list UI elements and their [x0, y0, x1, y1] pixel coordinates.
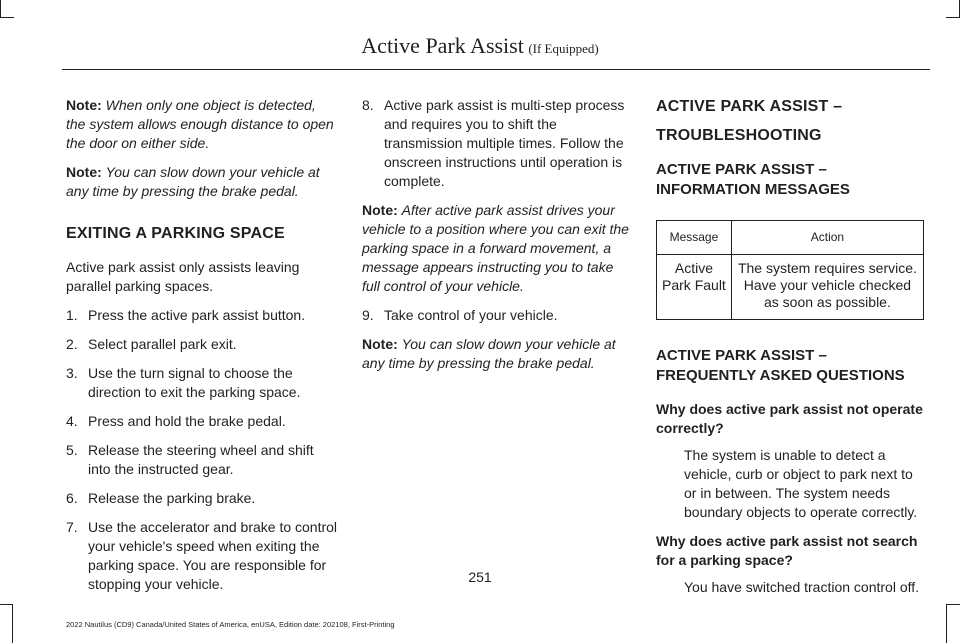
step-item	[66, 412, 338, 431]
step-item	[66, 364, 338, 402]
note-label: Note:	[362, 202, 398, 218]
messages-table	[656, 220, 924, 320]
crop-mark-top-left	[0, 0, 1, 18]
note-label: Note:	[66, 164, 102, 180]
step-number: 3.	[66, 365, 78, 381]
subsection-heading: ACTIVE PARK ASSIST – FREQUENTLY ASKED QUESTIONS	[656, 347, 905, 384]
step-text: Select parallel park exit.	[88, 336, 237, 352]
note	[66, 96, 338, 153]
crop-mark-top-right-h	[946, 17, 960, 18]
header-rule	[62, 69, 930, 70]
step-item	[66, 306, 338, 325]
step-text: Use the turn signal to choose the direction to exit the parking space.	[88, 365, 301, 400]
column-middle	[362, 96, 632, 383]
step-number: 4.	[66, 413, 78, 429]
step-number: 1.	[66, 307, 78, 323]
table-row	[657, 255, 924, 320]
step-number: 9.	[362, 307, 374, 323]
note-text: You can slow down your vehicle at any time by pressing the brake pedal.	[66, 164, 320, 199]
page-title-suffix: (If Equipped)	[528, 41, 599, 56]
note	[362, 335, 632, 373]
footer-edition-text: 2022 Nautilus (CD9) Canada/United States of America, enUSA, Edition date: 202108, First-Printing	[66, 620, 395, 629]
crop-mark-top-left-h	[0, 17, 14, 18]
step-item	[362, 96, 632, 191]
step-number: 6.	[66, 490, 78, 506]
step-text: Press the active park assist button.	[88, 307, 306, 323]
crop-mark-bottom-right	[946, 604, 947, 643]
subsection-heading: ACTIVE PARK ASSIST – INFORMATION MESSAGES	[656, 161, 850, 198]
step-number: 7.	[66, 519, 78, 535]
step-number: 8.	[362, 97, 374, 113]
step-number: 5.	[66, 442, 78, 458]
section-intro: Active park assist only assists leaving parallel parking spaces.	[66, 259, 300, 294]
faq-answer: You have switched traction control off.	[684, 579, 920, 595]
note-label: Note:	[66, 97, 102, 113]
step-item	[66, 335, 338, 354]
page-header	[0, 33, 960, 59]
steps-list	[362, 306, 632, 325]
step-text: Use the accelerator and brake to control your vehicle's speed when exiting the parking space. You are responsible for stopping your vehicle.	[88, 519, 338, 592]
step-text: Press and hold the brake pedal.	[88, 413, 286, 429]
table-cell-message: Active Park Fault	[657, 255, 732, 320]
table-cell-action: The system requires service. Have your vehicle checked as soon as possible.	[731, 255, 923, 320]
step-text: Release the parking brake.	[88, 490, 256, 506]
steps-list	[66, 306, 338, 594]
step-number: 2.	[66, 336, 78, 352]
crop-mark-bottom-left	[12, 604, 13, 643]
note-text: After active park assist drives your vehicle to a position where you can exit the parking space in a forward movement, a message appears instructing you to take full control of your vehicle.	[362, 202, 629, 294]
step-text: Take control of your vehicle.	[384, 307, 558, 323]
page-number: 251	[468, 569, 492, 585]
crop-mark-bottom-right-h	[946, 604, 960, 605]
column-left	[66, 96, 338, 604]
column-right	[656, 96, 928, 607]
step-item	[362, 306, 632, 325]
table-header-row	[657, 221, 924, 255]
step-text: Active park assist is multi-step process and requires you to shift the transmission multiple times. Follow the onscreen instructions until operation is complete.	[384, 97, 625, 189]
step-item	[66, 489, 338, 508]
note	[362, 201, 632, 296]
page-title: Active Park Assist	[361, 33, 524, 58]
section-heading: EXITING A PARKING SPACE	[66, 225, 285, 242]
section-heading: TROUBLESHOOTING	[656, 127, 822, 144]
note-text: You can slow down your vehicle at any time by pressing the brake pedal.	[362, 336, 616, 371]
faq-question: Why does active park assist not search for a parking space?	[656, 533, 918, 568]
table-header: Action	[731, 221, 923, 255]
note-text: When only one object is detected, the system allows enough distance to open the door on either side.	[66, 97, 334, 151]
faq-question: Why does active park assist not operate correctly?	[656, 401, 923, 436]
steps-list	[362, 96, 632, 191]
note-label: Note:	[362, 336, 398, 352]
section-heading: ACTIVE PARK ASSIST –	[656, 98, 843, 115]
step-item	[66, 441, 338, 479]
note	[66, 163, 338, 201]
table-header: Message	[657, 221, 732, 255]
faq-answer: The system is unable to detect a vehicle, curb or object to park next to or in between. The system needs boundary objects to operate correctly.	[684, 447, 918, 520]
step-text: Release the steering wheel and shift into the instructed gear.	[88, 442, 314, 477]
crop-mark-bottom-left-h	[0, 604, 13, 605]
